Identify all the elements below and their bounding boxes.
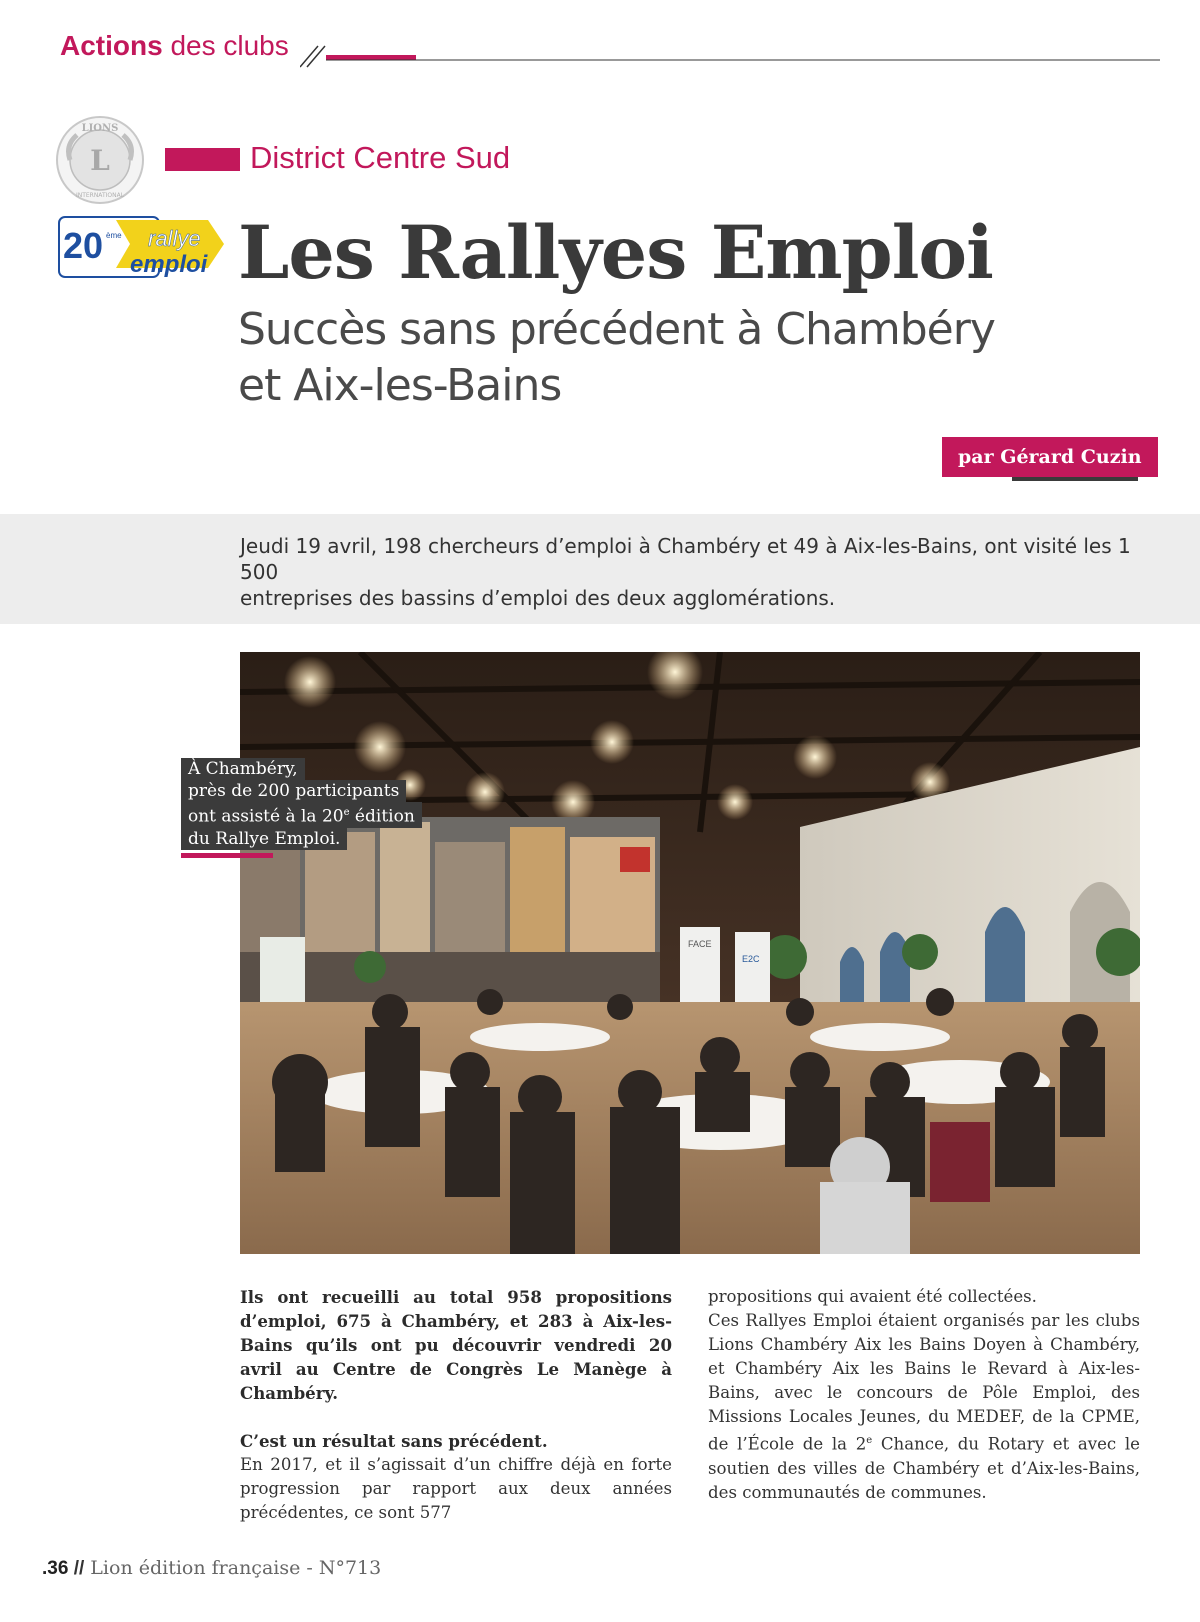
body-highlight: C’est un résultat sans précédent. xyxy=(240,1431,548,1451)
emblem-bottom-text: INTERNATIONAL xyxy=(75,192,125,199)
body-column-right xyxy=(708,1285,1140,1505)
logo-word-emploi: emploi xyxy=(130,251,208,278)
author-badge: par Gérard Cuzin xyxy=(942,437,1158,477)
caption-line: près de 200 participants xyxy=(181,780,406,802)
body-lead: Ils ont recueilli au total 958 propositions d’emploi, 675 à Chambéry, et 283 à Aix-les-Bains qu’ils ont pu découvrir vendredi 20 avril au Centre de Congrès Le Manège à Chambéry. xyxy=(240,1287,672,1403)
subtitle-line: Succès sans précédent à Chambéry xyxy=(238,304,995,355)
intro-line: entreprises des bassins d’emploi des deux agglomérations. xyxy=(240,586,836,610)
photo-caption xyxy=(181,758,422,850)
emblem-letter: L xyxy=(90,144,110,177)
event-photo-illustration xyxy=(240,652,1140,1254)
page-number: .36 xyxy=(42,1558,69,1579)
author-underline xyxy=(1012,477,1138,481)
section-header-strong: Actions xyxy=(60,30,163,61)
page-footer xyxy=(42,1557,381,1580)
section-header-light: des clubs xyxy=(162,30,289,61)
stand-sign-face: FACE xyxy=(688,939,712,949)
caption-line: À Chambéry, xyxy=(181,758,305,780)
intro-line: Jeudi 19 avril, 198 chercheurs d’emploi à Chambéry et 49 à Aix-les-Bains, ont visité les 1 500 xyxy=(240,534,1131,584)
body-column-left xyxy=(240,1285,672,1525)
logo-superscript: ème xyxy=(106,231,122,240)
stand-sign-e2c: E2C xyxy=(742,954,760,964)
emblem-top-text: LIONS xyxy=(81,123,119,134)
caption-line: ont assisté à la 20e édition xyxy=(181,802,422,828)
footer-separator: // xyxy=(68,1558,85,1579)
body-paragraph: Ces Rallyes Emploi étaient organisés par les clubs Lions Chambéry Aix les Bains Doyen à Chambéry, et Chambéry Aix les Bains le Revard à Aix-les-Bains, avec le concours de Pôle Emploi, des Missions Locales Jeunes, du MEDEF, de la CPME, de l’École de la 2e Chance, du Rotary et avec le soutien des villes de Chambéry et d’Aix-les-Bains, des communautés de communes. xyxy=(708,1311,1140,1502)
header-rule xyxy=(300,40,1160,70)
caption-accent xyxy=(181,853,273,858)
intro-text xyxy=(240,533,1140,611)
logo-number: 20 xyxy=(63,225,104,266)
subtitle-line: et Aix-les-Bains xyxy=(238,360,562,411)
event-photo xyxy=(240,652,1140,1254)
rallye-emploi-logo xyxy=(58,216,226,280)
caption-line: du Rallye Emploi. xyxy=(181,828,347,850)
page-title: Les Rallyes Emploi xyxy=(238,210,993,296)
body-paragraph: En 2017, et il s’agissait d’un chiffre déjà en forte progression par rapport aux deux années précédentes, ce sont 577 xyxy=(240,1455,672,1522)
body-paragraph: propositions qui avaient été collectées. xyxy=(708,1287,1037,1306)
district-title: District Centre Sud xyxy=(250,140,511,175)
district-bar xyxy=(165,148,240,171)
publication-name: Lion édition française - N°713 xyxy=(84,1557,382,1579)
section-header xyxy=(60,30,289,62)
subtitle xyxy=(238,302,1058,414)
logo-word-rallye: rallye xyxy=(148,226,201,251)
lions-emblem xyxy=(55,115,145,205)
